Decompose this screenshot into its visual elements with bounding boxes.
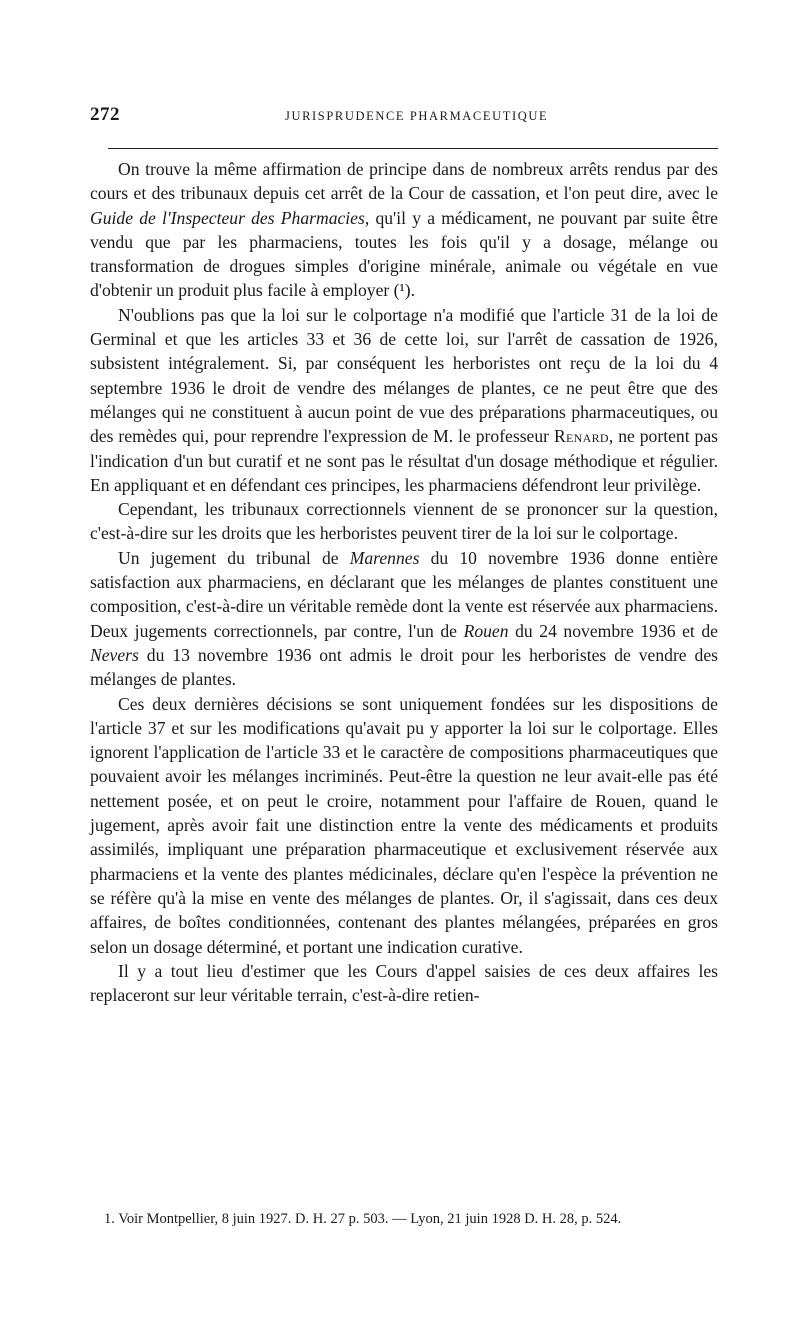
paragraph: N'oublions pas que la loi sur le colportage n'a modifié que l'article 31 de la loi de Germinal et que les articles 33 et 36 de cette loi, sur l'arrêt de cassation de 1926, subsistent intégralement. Si, par conséquent les herboristes ont reçu de la loi du 4 septembre 1936 le droit de vendre des mélanges de plantes, ce ne peut être que des mélanges qui ne constituent à aucun point de vue des préparations pharmaceutiques, ou des remèdes qui, pour reprendre l'expression de M. le professeur Renard, ne portent pas l'indication d'un but curatif et ne sont pas le résultat d'un dosage méthodique et régulier. En appliquant et en défendant ces principes, les pharmaciens défendront leur privilège. [90,304,718,495]
page-header [90,104,716,134]
paragraph: Un jugement du tribunal de Marennes du 10 novembre 1936 donne entière satisfaction aux pharmaciens, en déclarant que les mélanges de plantes constituent une composition, c'est-à-dire un véritable remède dont la vente est réservée aux pharmaciens. Deux jugements correctionnels, par contre, l'un de Rouen du 24 novembre 1936 et de Nevers du 13 novembre 1936 ont admis le droit pour les herboristes de vendre des mélanges de plantes. [90,547,718,690]
paragraph: On trouve la même affirmation de principe dans de nombreux arrêts rendus par des cours et des tribunaux depuis cet arrêt de la Cour de cassation, et l'on peut dire, avec le Guide de l'Inspecteur des Pharmacies, qu'il y a médicament, ne pouvant par suite être vendu que par les pharmaciens, toutes les fois qu'il y a dosage, mélange ou transformation de drogues simples d'origine minérale, animale ou végétale en vue d'obtenir un produit plus facile à employer (¹). [90,159,718,301]
paragraph: Ces deux dernières décisions se sont uniquement fondées sur les dispositions de l'article 37 et sur les modifications qu'avait pu y apporter la loi sur le colportage. Elles ignorent l'application de l'article 33 et le caractère de compositions pharmaceutiques que pouvaient avoir les mélanges incriminés. Peut-être la question ne leur avait-elle pas été nettement posée, et on peut le croire, notamment pour l'affaire de Rouen, quand le jugement, après avoir fait une distinction entre la vente des médicaments et produits assimilés, impliquant une préparation pharmaceutique et exclusivement réservée aux pharmaciens et la vente des plantes médicinales, déclare qu'en l'espèce la prévention ne se réfère qu'à la mise en vente des mélanges de plantes. Or, il s'agissait, dans ces deux affaires, de boîtes conditionnées, contenant des plantes mélangées, préparées en gros selon un dosage déterminé, et portant une indication curative. [90,693,718,957]
body-text [90,157,718,1007]
paragraph: Cependant, les tribunaux correctionnels viennent de se prononcer sur la question, c'est-à-dire sur les droits que les herboristes peuvent tirer de la loi sur le colportage. [90,499,718,544]
running-title: JURISPRUDENCE PHARMACEUTIQUE [285,109,549,123]
header-rule [108,148,718,149]
footnote: 1. Voir Montpellier, 8 juin 1927. D. H. 27 p. 503. — Lyon, 21 juin 1928 D. H. 28, p. 524. [104,1211,622,1227]
page-number: 272 [90,104,120,125]
paragraph: Il y a tout lieu d'estimer que les Cours d'appel saisies de ces deux affaires les replaceront sur leur véritable terrain, c'est-à-dire retien- [90,960,718,1006]
footnotes [90,1210,718,1229]
